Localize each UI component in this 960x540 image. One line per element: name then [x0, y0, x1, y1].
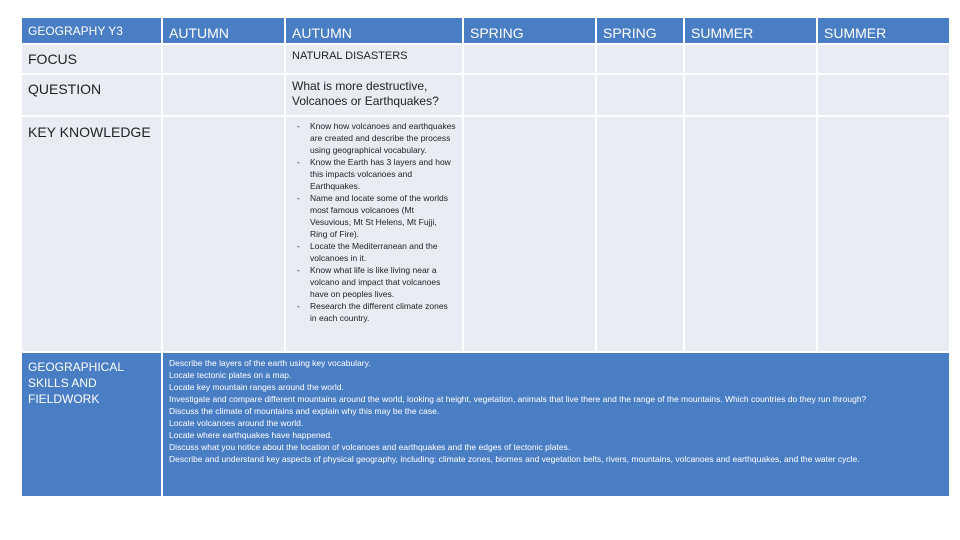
term-header-label: AUTUMN [169, 25, 229, 41]
term-header [684, 17, 817, 44]
term-header [596, 17, 684, 44]
skills-line: Describe and understand key aspects of physical geography, including: climate zones, biomes and vegetation belts, rivers, mountains, volcanoes and earthquakes, and the water cycle. [169, 454, 860, 464]
term-header [817, 17, 950, 44]
skills-line: Describe the layers of the earth using key vocabulary. [169, 358, 371, 368]
term-header-label: AUTUMN [292, 25, 352, 41]
skills-cell [162, 352, 950, 497]
list-item: - Know the Earth has 3 layers and how this impacts volcanoes and Earthquakes. [310, 156, 456, 192]
header-row [21, 17, 950, 44]
term-header-label: SPRING [603, 25, 657, 41]
key-knowledge-list [292, 120, 456, 324]
list-item: - Name and locate some of the worlds most famous volcanoes (Mt Vesuvious, Mt St Helens, Mt Fujji, Ring of Fire). [310, 192, 456, 240]
term-header-label: SUMMER [824, 25, 887, 41]
empty-cell [596, 44, 684, 74]
skills-line: Locate where earthquakes have happened. [169, 430, 333, 440]
key-knowledge-cell [285, 116, 463, 352]
skills-label: GEOGRAPHICAL SKILLS AND FIELDWORK [21, 352, 162, 497]
term-header [162, 17, 285, 44]
empty-cell [684, 74, 817, 116]
table-title: GEOGRAPHY Y3 [28, 24, 123, 38]
curriculum-table [20, 16, 951, 498]
skills-row [21, 352, 950, 497]
question-label: QUESTION [21, 74, 162, 116]
empty-cell [162, 116, 285, 352]
skills-line: Discuss the climate of mountains and explain why this may be the case. [169, 406, 440, 416]
skills-line: Investigate and compare different mountains around the world, looking at height, vegetation, animals that live there and the range of the mountains. Which countries do they run through? [169, 394, 867, 404]
skills-line: Discuss what you notice about the location of volcanoes and earthquakes and the edges of tectonic plates. [169, 442, 571, 452]
empty-cell [596, 116, 684, 352]
list-item: - Research the different climate zones in each country. [310, 300, 456, 324]
term-header [285, 17, 463, 44]
term-header-label: SPRING [470, 25, 524, 41]
empty-cell [817, 44, 950, 74]
list-item: - Know what life is like living near a volcano and impact that volcanoes have on peoples lives. [310, 264, 456, 300]
empty-cell [684, 116, 817, 352]
skills-line: Locate volcanoes around the world. [169, 418, 304, 428]
focus-value: NATURAL DISASTERS [285, 44, 463, 74]
empty-cell [162, 44, 285, 74]
empty-cell [596, 74, 684, 116]
empty-cell [162, 74, 285, 116]
list-item: - Know how volcanoes and earthquakes are created and describe the process using geographical vocabulary. [310, 120, 456, 156]
question-value: What is more destructive, Volcanoes or Earthquakes? [285, 74, 463, 116]
term-header [463, 17, 596, 44]
question-row [21, 74, 950, 116]
focus-label: FOCUS [21, 44, 162, 74]
empty-cell [684, 44, 817, 74]
empty-cell [817, 74, 950, 116]
empty-cell [817, 116, 950, 352]
term-header-label: SUMMER [691, 25, 754, 41]
table-title-cell [21, 17, 162, 44]
skills-line: Locate tectonic plates on a map. [169, 370, 292, 380]
empty-cell [463, 116, 596, 352]
focus-row [21, 44, 950, 74]
list-item: - Locate the Mediterranean and the volcanoes in it. [310, 240, 456, 264]
empty-cell [463, 74, 596, 116]
empty-cell [463, 44, 596, 74]
skills-line: Locate key mountain ranges around the world. [169, 382, 344, 392]
key-knowledge-label: KEY KNOWLEDGE [21, 116, 162, 352]
key-knowledge-row [21, 116, 950, 352]
